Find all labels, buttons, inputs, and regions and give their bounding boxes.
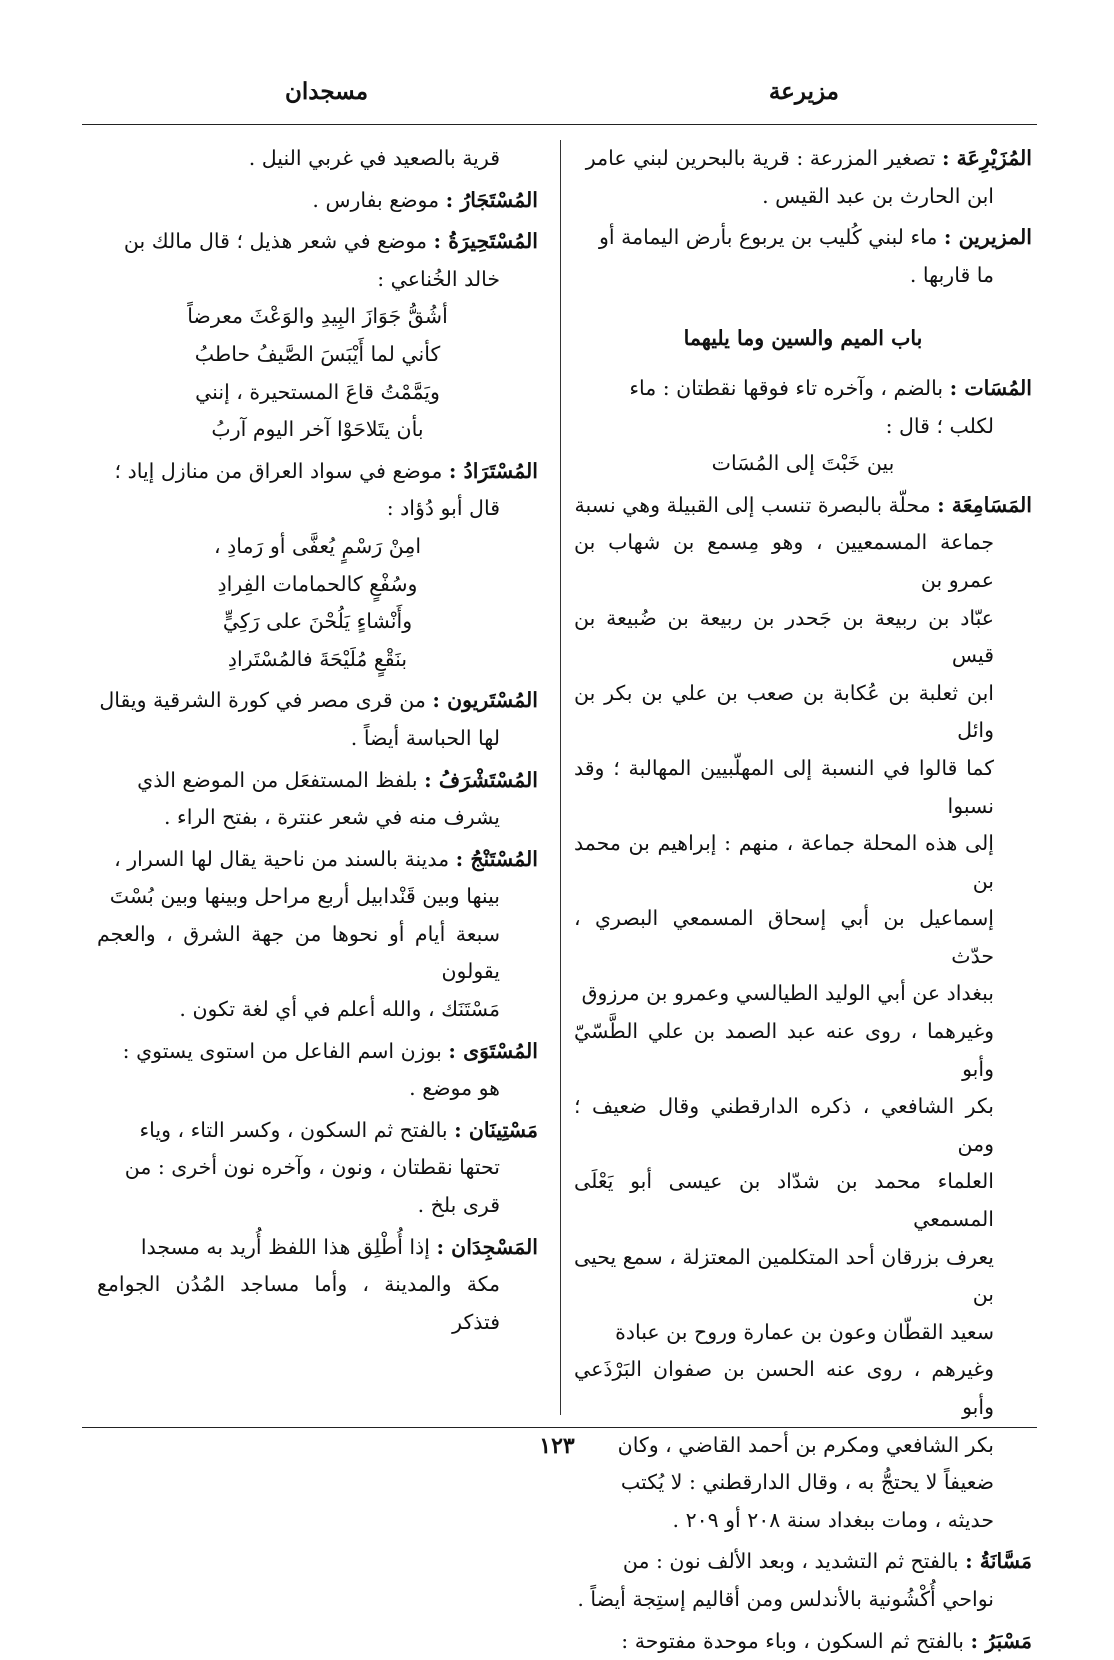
entry-text: بوزن اسم الفاعل من استوى يستوي : [122,1038,442,1063]
entry-masbar [574,1623,1032,1660]
entry-text: ابن الحارث بن عبد القيس . [762,183,994,208]
entry-text: نواحي أُكْشُونية بالأندلس ومن أقاليم إستِجة أيضاً . [577,1586,994,1611]
entry-text: ببغداد عن أبي الوليد الطيالسي وعمرو بن مرزوق [581,981,994,1006]
footer-rule [82,1427,1037,1428]
entry-continuation [97,140,538,178]
headword: مَسَّانَةُ : [965,1549,1032,1574]
entry-text: موضع في شعر هذيل ؛ قال مالك بن [123,229,428,254]
poem [97,298,538,448]
entry-mustashraf [97,762,538,837]
entry-masjidan [97,1229,538,1342]
entry-mustajar [97,182,538,220]
verse-line: بين خَبْتَ إلى المُسَات [711,451,895,476]
verse-line: بأن يتَلاحَوْا آخر اليوم آربُ [211,417,424,442]
entry-text: هو موضع . [409,1076,500,1101]
headword: مَسْتِينَان : [454,1117,538,1142]
entry-text: جماعة المسمعيين ، وهو مِسمع بن شهاب بن عمرو بن [574,530,994,592]
page-number: ١٢٣ [539,1433,575,1459]
entry-mastinan [97,1112,538,1225]
entry-text: موضع بفارس . [312,187,440,212]
entry-text: لها الحباسة أيضاً . [350,725,500,750]
verse-line: وسُفْعٍ كالحمامات الفِرادِ [217,571,418,596]
entry-text: خالد الخُناعي : [377,266,500,291]
entry-mustahira [97,223,538,449]
entry-muzayria [574,140,1032,215]
entry-text: بلفظ المستفعَل من الموضع الذي [137,767,418,792]
entry-musat [574,370,1032,483]
entry-text: من قرى مصر في كورة الشرقية ويقال [99,688,426,713]
running-head-left: مسجدان [285,78,369,105]
entry-text: بالفتح ثم السكون ، وكسر التاء ، وياء [139,1117,448,1142]
verse-line: وأَنْشاءٍ يَلُحْنَ على رَكِيٍّ [222,609,413,634]
running-head-right: مزيرعة [768,78,839,105]
entry-muzayrin [574,219,1032,294]
headword: المُسَات : [949,375,1032,400]
entry-text: مكة والمدينة ، وأما مساجد المُدُن الجوامع فتذكر [97,1272,500,1334]
entry-text: سبعة أيام أو نحوها من جهة الشرق ، والعجم يقولون [97,921,500,984]
entry-text: إسماعيل بن أبي إسحاق المسمعي البصري ، حدّث [574,906,994,968]
entry-text: وغيرهم ، روى عنه الحسن بن صفوان البَرْذَعي وأبو [574,1357,994,1419]
entry-text: بكر الشافعي ، ذكره الدارقطني وقال ضعيف ؛ ومن [574,1094,994,1156]
headword: المُسْتَرَادُ : [448,458,538,483]
entry-text: موضع في سواد العراق من منازل إياد ؛ [114,458,443,483]
entry-text: إلى هذه المحلة جماعة ، منهم : إبراهيم بن محمد بن [574,831,994,893]
headword: المُسْتَريون : [432,688,538,713]
entry-text: قرية بالصعيد في غربي النيل . [248,146,500,170]
entry-text: قرى بلخ . [417,1193,500,1218]
right-column [574,140,1032,1653]
entry-text: تحتها نقطتان ، ونون ، وآخره نون أخرى : من [124,1155,500,1180]
headword: المُسْتَجَارُ : [445,187,538,212]
verse-line: بنَقْعٍ مُلَيْحَةَ فالمُسْتَرادِ [227,646,408,671]
entry-text: ما قاربها . [909,262,994,287]
entry-text: تصغير المزرعة : قرية بالبحرين لبني عامر [585,146,936,170]
verse-line: امِنْ رَسْمٍ يُعفَّى أو رَمادِ ، [213,533,422,558]
headword: مَسْبَرُ : [970,1628,1032,1653]
entry-text: ماء لبني كُليب بن يربوع بأرض اليمامة أو [598,225,938,250]
entry-text: عبّاد بن ربيعة بن جَحدر بن ربيعة بن ضُبيعة بن قيس [574,605,994,668]
verse-line: أشُقُّ جَوَازَ البِيدِ والوَعْثَ معرضاً [187,304,448,329]
entry-masamia [574,487,1032,1540]
entry-text: ضعيفاً لا يحتجُّ به ، وقال الدارقطني : لا يُكتب [620,1470,994,1495]
verse-line: كأني لما أَيْبَسَ الصَّيفُ حاطبُ [194,341,441,366]
entry-mustawa [97,1033,538,1108]
left-column [97,140,538,1420]
headword: المزيرين : [943,225,1032,250]
entry-text: قال أبو دُؤاد : [386,496,500,521]
headword: المُزَيْرِعَة : [941,146,1032,170]
entry-text: يشرف منه في شعر عنترة ، بفتح الراء . [164,805,500,830]
headword: المَسْجِدَان : [436,1234,538,1259]
entry-text: وغيرهما ، روى عنه عبد الصمد بن علي الطَّسّيّ وأبو [574,1019,994,1081]
headword: المَسَامِعَة : [937,492,1032,517]
section-heading: باب الميم والسين وما يليهما [683,326,923,351]
entry-text: مَسْتَنَك ، والله أعلم في أي لغة تكون . [179,997,500,1022]
entry-text: مدينة بالسند من ناحية يقال لها السرار ، [114,846,450,871]
verse-line: ويَمَّمْتُ قاعَ المستحيرة ، إنني [195,379,440,404]
entry-text: بالفتح ثم السكون ، وباء موحدة مفتوحة : [621,1628,964,1653]
poem [97,528,538,678]
entry-massana [574,1543,1032,1618]
entry-text: بالفتح ثم التشديد ، وبعد الألف نون : من [622,1549,959,1574]
entry-text: العلماء محمد بن شدّاد بن عيسى أبو يَعْلَى المسمعي [574,1169,994,1232]
entry-mustariyun [97,682,538,757]
entry-text: يعرف بزرقان أحد المتكلمين المعتزلة ، سمع يحيى بن [574,1244,994,1307]
entry-text: إذا أُطْلِق هذا اللفظ أُريد به مسجدا [140,1234,430,1259]
entry-text: كما قالوا في النسبة إلى المهلّبيين المهالبة ؛ وقد نسبوا [574,755,994,818]
entry-text: حديثه ، ومات ببغداد سنة ٢٠٨ أو ٢٠٩ . [672,1507,994,1532]
entry-mustanj [97,841,538,1029]
entry-text: لكلب ؛ قال : [885,413,994,438]
entry-text: بالضم ، وآخره تاء فوقها نقطتان : ماء [629,375,944,400]
headword: المُسْتَنْجُ : [455,846,538,871]
headword: المُسْتَشْرَفُ : [424,767,538,792]
entry-text: محلّة بالبصرة تنسب إلى القبيلة وهي نسبة [574,492,931,517]
entry-text: بينها وبين قَنْدابيل أربع مراحل وبينها وبين بُسْتَ [109,884,500,909]
entry-text: بكر الشافعي ومكرم بن أحمد القاضي ، وكان [617,1432,994,1457]
entry-mustarad [97,453,538,679]
column-separator [560,140,561,1415]
entry-text: سعيد القطّان وعون بن عمارة وروح بن عبادة [615,1319,994,1344]
headword: المُسْتَحِيرَةُ : [433,229,538,254]
entry-text: ابن ثعلبة بن عُكابة بن صعب بن علي بن بكر بن وائل [574,680,994,743]
header-rule [82,124,1037,125]
headword: المُسْتَوَى : [448,1038,538,1063]
